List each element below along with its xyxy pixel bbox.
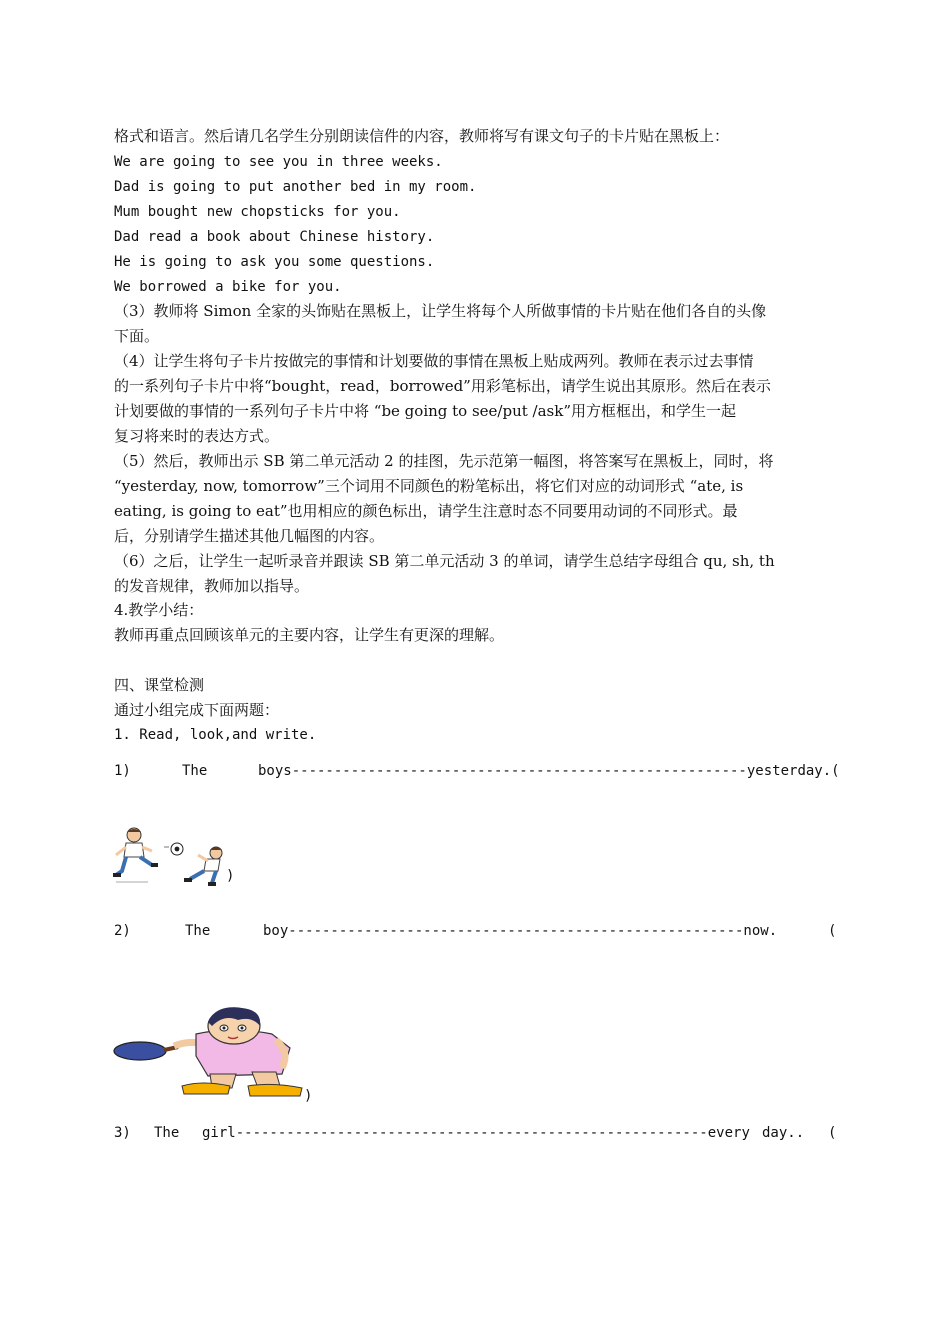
football-players-picture [112,825,230,887]
step-4-line-4: 复习将来时的表达方式。 [114,427,280,445]
step-5-line-1: （5）然后，教师出示 SB 第二单元活动 2 的挂图，先示范第一幅图，将答案写在黑板上，同时，将 [114,452,774,470]
step-4-line-3: 计划要做的事情的一系列句子卡片中将 “be going to see/put /ask”用方框框出，和学生一起 [114,402,736,420]
step-4-line-1: （4）让学生将句子卡片按做完的事情和计划要做的事情在黑板上贴成两列。教师在表示过去事情 [114,352,754,370]
step-3-line-2: 下面。 [114,327,160,345]
question-2-close: ) [304,1088,313,1104]
step-3-line-1: （3）教师将 Simon 全家的头饰贴在黑板上，让学生将每个人所做事情的卡片贴在他们各自的头像 [114,302,767,320]
question-3-blank: girl--------------------------------------------------------every [202,1125,750,1141]
sentence-1: We are going to see you in three weeks. [114,154,443,170]
question-1-blank: boys------------------------------------------------------yesterday.( [258,763,840,779]
question-3-number: 3) [114,1125,131,1141]
sentence-5: He is going to ask you some questions. [114,254,435,270]
section-4-intro: 通过小组完成下面两题： [114,701,280,719]
summary-text: 教师再重点回顾该单元的主要内容，让学生有更深的理解。 [114,626,505,644]
question-1-close: ) [226,868,235,884]
section-4-heading: 四、课堂检测 [114,676,205,694]
table-tennis-boy-picture [112,1004,308,1100]
intro-paragraph: 格式和语言。然后请几名学生分别朗读信件的内容，教师将写有课文句子的卡片贴在黑板上： [114,127,730,145]
summary-heading: 4.教学小结： [114,601,204,619]
question-2-word: The [185,923,211,939]
question-3-day: day.. [762,1125,805,1141]
sentence-2: Dad is going to put another bed in my room. [114,179,477,195]
step-4-line-2: 的一系列句子卡片中将“bought，read，borrowed”用彩笔标出，请学生说出其原形。然后在表示 [114,377,771,395]
question-3-word: The [154,1125,180,1141]
step-6-line-2: 的发音规律，教师加以指导。 [114,577,310,595]
question-2-blank: boy------------------------------------------------------now. [263,923,778,939]
question-1-number: 1) [114,763,131,779]
question-2-paren: ( [828,923,837,939]
sentence-6: We borrowed a bike for you. [114,279,342,295]
step-5-line-3: eating, is going to eat”也用相应的颜色标出，请学生注意时态不同要用动词的不同形式。最 [114,502,738,520]
question-3-paren: ( [828,1125,837,1141]
exercise-title: 1. Read, look,and write. [114,727,317,743]
question-1-word: The [182,763,208,779]
question-2-number: 2) [114,923,131,939]
sentence-3: Mum bought new chopsticks for you. [114,204,401,220]
step-5-line-4: 后，分别请学生描述其他几幅图的内容。 [114,527,385,545]
step-6-line-1: （6）之后，让学生一起听录音并跟读 SB 第二单元活动 3 的单词，请学生总结字母组合 qu, sh, th [114,552,775,570]
step-5-line-2: “yesterday, now, tomorrow”三个词用不同颜色的粉笔标出，将它们对应的动词形式 “ate, is [114,477,744,495]
sentence-4: Dad read a book about Chinese history. [114,229,435,245]
